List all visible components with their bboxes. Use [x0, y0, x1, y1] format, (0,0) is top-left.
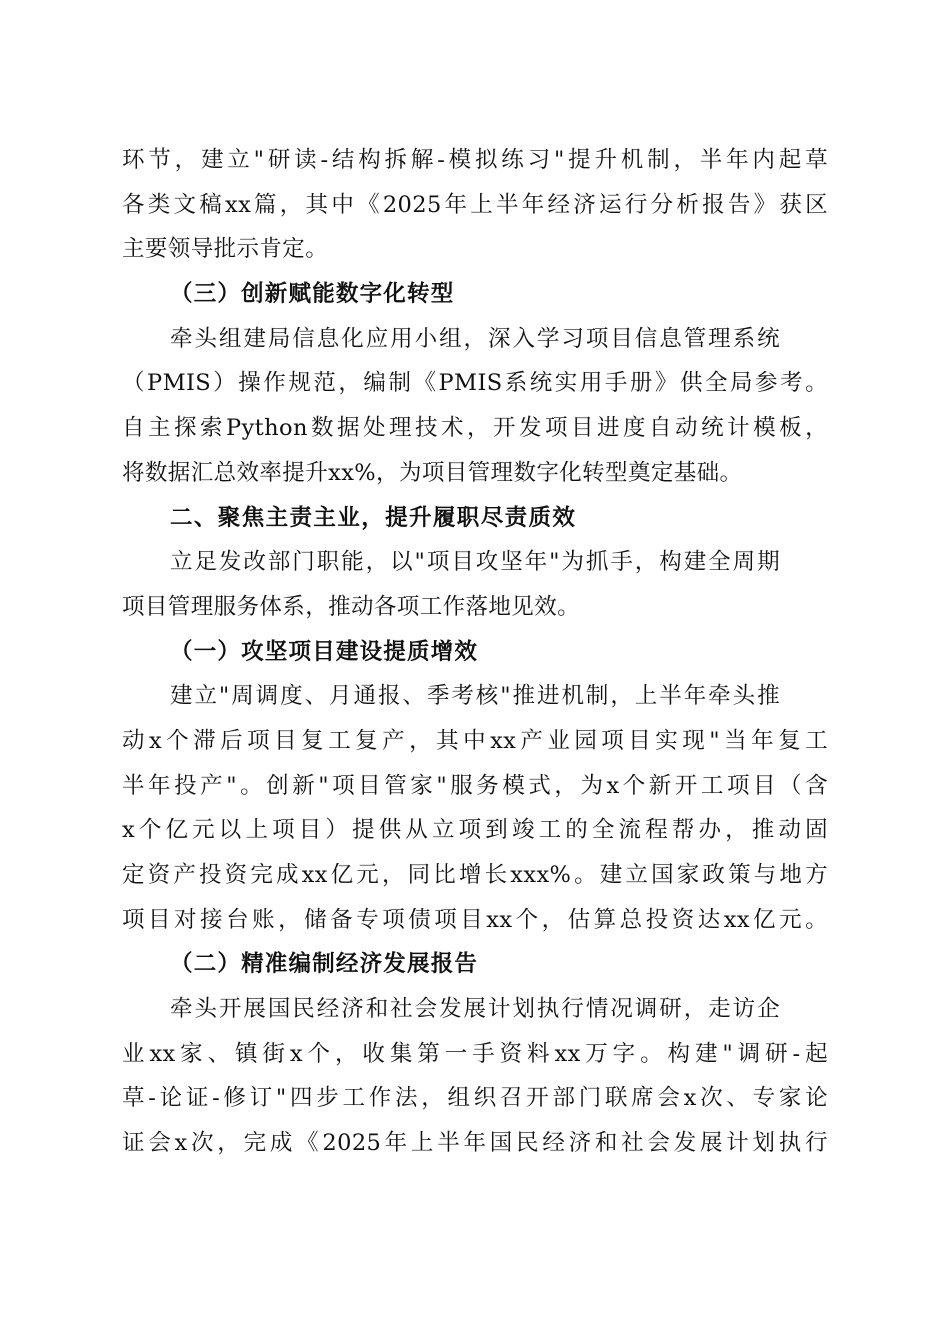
text-line	[122, 272, 828, 317]
text-line	[122, 987, 828, 1032]
document-page	[122, 138, 828, 1166]
paragraph-line: 各类文稿xx篇，其中《2025年上半年经济运行分析报告》获区	[122, 191, 828, 218]
paragraph-line: x个亿元以上项目）提供从立项到竣工的全流程帮办，推动固	[122, 817, 828, 844]
text-line	[122, 764, 828, 809]
text-line	[122, 540, 828, 585]
paragraph-line: 立足发改部门职能，以"项目攻坚年"为抓手，构建全周期	[170, 549, 780, 576]
paragraph-line: 牵头组建局信息化应用小组，深入学习项目信息管理系统	[170, 325, 780, 352]
subsection-heading: （三）创新赋能数字化转型	[170, 281, 455, 308]
subsection-heading: （二）精准编制经济发展报告	[170, 951, 479, 978]
text-line	[122, 674, 828, 719]
text-line	[122, 451, 828, 496]
paragraph-line: 项目对接台账，储备专项债项目xx个，估算总投资达xx亿元。	[122, 906, 828, 933]
text-line	[122, 719, 828, 764]
paragraph-line: 项目管理服务体系，推动各项工作落地见效。	[122, 593, 581, 620]
text-line	[122, 942, 828, 987]
text-line	[122, 630, 828, 675]
text-line	[122, 317, 828, 362]
paragraph-line: 动x个滞后项目复工复产，其中xx产业园项目实现"当年复工	[122, 727, 828, 754]
subsection-heading: （一）攻坚项目建设提质增效	[170, 638, 479, 665]
text-line	[122, 585, 828, 630]
paragraph-line: （PMIS）操作规范，编制《PMIS系统实用手册》供全局参考。	[122, 370, 828, 397]
text-line	[122, 227, 828, 272]
paragraph-line: 将数据汇总效率提升xx%，为项目管理数字化转型奠定基础。	[122, 459, 743, 486]
text-line	[122, 138, 828, 183]
paragraph-line: 证会x次，完成《2025年上半年国民经济和社会发展计划执行	[122, 1130, 828, 1157]
paragraph-line: 业xx家、镇街x个，收集第一手资料xx万字。构建"调研-起	[122, 1040, 828, 1067]
text-line	[122, 853, 828, 898]
text-line	[122, 1076, 828, 1121]
text-line	[122, 361, 828, 406]
text-line	[122, 808, 828, 853]
text-line	[122, 898, 828, 943]
paragraph-line: 建立"周调度、月通报、季考核"推进机制，上半年牵头推	[170, 683, 780, 710]
text-line	[122, 1032, 828, 1077]
text-line	[122, 496, 828, 541]
text-line	[122, 183, 828, 228]
paragraph-line: 主要领导批示肯定。	[122, 236, 329, 263]
paragraph-line: 牵头开展国民经济和社会发展计划执行情况调研，走访企	[170, 996, 780, 1023]
paragraph-line: 自主探索Python数据处理技术，开发项目进度自动统计模板，	[122, 415, 828, 442]
paragraph-line: 半年投产"。创新"项目管家"服务模式，为x个新开工项目（含	[122, 772, 828, 799]
text-line	[122, 1121, 828, 1166]
paragraph-line: 定资产投资完成xx亿元，同比增长xxx%。建立国家政策与地方	[122, 862, 828, 888]
paragraph-line: 环节，建立"研读-结构拆解-模拟练习"提升机制，半年内起草	[122, 147, 828, 173]
section-heading: 二、聚焦主责主业，提升履职尽责质效	[170, 504, 577, 531]
paragraph-line: 草-论证-修订"四步工作法，组织召开部门联席会x次、专家论	[122, 1085, 828, 1112]
text-line	[122, 406, 828, 451]
